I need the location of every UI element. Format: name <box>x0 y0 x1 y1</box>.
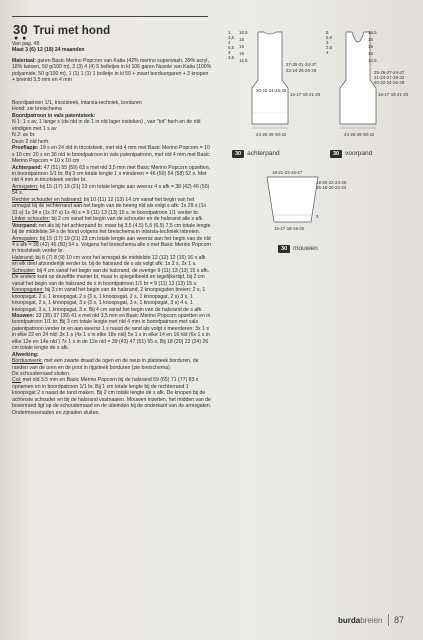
front-bottom-label: 24-26-28-30-32 <box>344 132 375 137</box>
sleeve-caption <box>278 245 318 253</box>
left-shoulder-title: Linker schouder: <box>12 216 51 223</box>
back-val-1: 16,5 <box>239 30 248 35</box>
armhole2-text: bij 15 (17) 19 (21) 23 cm totale lengte aan weersz aan het begin van de nld 4 s afk = 38 (42) 46 (50) 54 s. Volgens het breischema alle s met Basic Merino Popcorn in tricotsteek verder br. <box>12 235 212 255</box>
footer-divider <box>388 614 389 626</box>
back-text: 47 (51) 55 (59) 63 s met nld 3,5 mm met Basic Merino Popcorn opzetten, in boordpatroon 1/1 br. Bij 3 cm totale lengte 1 s minderen = 46 (50) 54 (58) 52 s. Met nld 4 mm in tricotsteek verder br. <box>12 164 211 184</box>
header-rule <box>12 16 208 17</box>
back-badge: 30 <box>232 150 244 158</box>
pattern-number: 30 <box>13 22 28 37</box>
buttonholes-title: Knoopsgaten: <box>12 287 44 294</box>
front-side-label: 15-17-19-21-23 <box>378 92 409 97</box>
back-val-3: 19 <box>239 44 244 49</box>
dog-line: Hond: zie breischema <box>12 106 62 113</box>
front-diagram <box>326 28 421 146</box>
back-left-measures: 1 3,5 4 5,5 3 3,5 <box>228 30 235 60</box>
sleeve-badge: 30 <box>278 245 290 253</box>
neckline-title: Halsrand: <box>12 254 35 261</box>
back-bottom-label: 24-26-28-30-32 <box>256 132 287 137</box>
collar-text: met nld 3,5 mm en Basic Merino Popcorn bij de halsrand 59 (65) 71 (77) 83 s opnemen en in boordpatroon 1/1 br. Bij 1 cm totale lengte bij de rechterrand 1 knoopsgat 2 s naast de rand maken. Bij 2 cm totale lengte de s afk. De knopen bij de achterste schouder en bij de halsrand vastnaaien. Mouwen inzetten, het midden van de bovenrand ligt op de schoudernaad en de uiteinden bij de onderkant van de armsgaten. Ondermouwnaden en zijnaden sluiten. <box>12 377 212 416</box>
finishing-title: Afwerking: <box>12 351 39 358</box>
front-val-4: 19 <box>368 51 373 56</box>
brand-bold: burda <box>338 616 361 625</box>
gauge-text: 19 s en 24 nld in tricotsteek, met nld 4 mm met Basic Merino Popcorn = 10 x 10 cm; 20 s en 36 nld in boordpatroon in vals patentpatroon, met nld 4 mm met Basic Merino Popcorn = 10 x 10 cm <box>12 145 210 165</box>
sleeve-top-label: 19-21-23-25-27 <box>272 170 303 175</box>
instructions-block <box>12 100 212 416</box>
materials-block <box>12 58 212 84</box>
back-side-label: 15-17-19-21-23 <box>290 92 321 97</box>
right-shoulder-text: bij 10 (11) 12 (13) 14 cm vanaf het begin van het armsgat bij de rechterrand aan het begin van de heeng nld als volgt s afk: 1x 29 s (1x 31 s) 1x 34 s (1x 37 s) 1x 40 s = 9 (11) 13 (13) 15 s. in boordpatroon 1/1 verder br. <box>12 196 207 216</box>
back-caption-text: achterpand <box>247 150 280 157</box>
armhole-title: Armsgaten: <box>12 183 39 190</box>
intro-block <box>12 41 212 54</box>
brand-light: breien <box>360 616 383 625</box>
back-shoulder-label: 22-24-26-26-29 <box>286 68 317 73</box>
front-val-2: 16 <box>368 37 373 42</box>
embroidery-title: Borduurwerk: <box>12 358 43 365</box>
sleeve-caption-text: mouwen <box>293 245 318 252</box>
front-caption-text: voorpand <box>345 150 373 157</box>
ribbing-title: Boordpatroon in vals patentsteek: <box>12 112 96 119</box>
row-1: N 1: 1 s av, 1 lange s (de nld in de 1 in nld lager insteken) , van "tot" herh en de nld eindigen met 1 s av <box>12 119 201 132</box>
sleeves-title: Mouwen: <box>12 312 35 319</box>
sleeve-diagram <box>262 168 347 242</box>
difficulty-dots: ● ● <box>14 35 28 42</box>
front-badge: 30 <box>330 150 342 158</box>
front-diagram-shape <box>326 28 421 146</box>
back-val-5: 12,5 <box>239 58 248 63</box>
front-val-5: 12,5 <box>368 58 377 63</box>
neckline-text: bij 6 (7) 8 (9) 10 cm voor het armsgat de middelste 12 (12) 12 (16) 16 s afk en elk deel afzonderlijk verder br. bij de halsrand de s als volgt afk: 1x 2 s, 2x 1 s. <box>12 254 206 268</box>
sleeve-right-label: 18-20-22-24-26 16-18-20-22-24 <box>316 180 347 190</box>
materials-title: Materiaal: <box>12 58 36 64</box>
page-number: 87 <box>394 615 405 625</box>
sleeve-h-label: 3 <box>316 214 319 219</box>
buttonholes-text: bij 3 cm vanaf het begin van de halsrand, 2 knoopsgaten breien: 2 s, 1 knoopsgat, 2 s, 1 knoopsgat, 2 s (3 s, 1 knoopsgat, 2 s, 1 knoopsgat, 2 s) 3 s, 1 knoopsgat, 2 s, 1 knoopsgat, 3 s (3 s, 1 knoopsgat, 3 s, 1 knoopsgat, 3 s) 4 s, 1 knoopsgat, 3 s, 1 knoopsgat, 3 s. Bij 4 cm vanaf het begin van de halsrand de s afk. <box>12 287 206 313</box>
front-val-3: 19 <box>368 44 373 49</box>
front-top-label: 25-26-27-24-37 21-24-27-29-32 20-22-24-26-28 <box>374 70 405 85</box>
back-title: Achterpand: <box>12 164 43 171</box>
left-shoulder-text: bij 2 cm vanaf het begin van de schouder en de halsrand alle s afk. <box>50 216 204 223</box>
armhole2-title: Armsgaten: <box>12 235 39 242</box>
materials-text: garen Basic Merino Popcorn van Katia (42% merino superwash, 39% acryl, 18% katoen, 50 g/100 m), 3 (3) 4 (4) 5 bolletjes in kl 106 garen Nuvole van Katia (100% polyamide, 50 g/100 m), 1 (1) 1 (1) 1 bolletje in kl 50 + zwart borduurgaren + 3 knopen + breinld 3,5 mm en 4 mm <box>12 58 212 84</box>
gauge-title: Proeflapje: <box>12 145 39 152</box>
back-val-4: 19 <box>239 51 244 56</box>
shoulder-text: bij 4 cm vanaf het begin van de halsrand, de overige 9 (11) 13 (13) 15 s afk. <box>35 267 210 274</box>
pattern-title <box>13 22 110 37</box>
shoulder-title: Schouder: <box>12 267 36 274</box>
front-title: Voorpand: <box>12 222 38 229</box>
back-diagram <box>226 28 321 146</box>
front-text: net als bij het achterpand br. maar bij 3,5 (4,5) 5,5 (6,5) 7,5 cm totale lengte bij de middelste 34 s de hond volgens het breischema in intarsia-techniek inbreien. <box>12 222 211 236</box>
back-neck-label: 27-30-31-34-37 <box>286 62 317 67</box>
seam-text: De schoudernaad sluiten. <box>12 371 71 378</box>
stitches-line: Boordpatroon 1/1, tricotsteek, intarsia-techniek, borduren <box>12 100 142 106</box>
back-caption <box>232 150 280 158</box>
page-reference: Van pag. 48 <box>12 41 40 47</box>
back-width-label: 20-22-24-26-28 <box>256 88 287 93</box>
row-2: N 2: av br. <box>12 132 36 139</box>
collar-title: Col: <box>12 377 22 384</box>
row-repeat: Deze 2 nld herh. <box>12 138 50 145</box>
sleeves-text: 33 (35) 37 (39) 41 s met nld 3,5 mm en Basic Merino Popcorn opzetten en in boordpatroon 1/1 br. Bij 3 cm totale lengte met nld 4 mm in boordpatroon met vals patentpatroon verder br en aan weersz 1 s naast de rand als volgt s meerderen: 3x 1 s in elke 22 en 24 nld: 3x 1 s (4x 1 s in elke 18e nld) 5x 1 s in elke 14 en 16 nld (6x 1 s in elke 12e en 14e nld ) 7x 1 s in de 12e nld = 39 (43) 47 (51) 55 s. Bij 18 (20) 22 (24) 26 cm totale lengte de s afk. <box>12 312 211 352</box>
right-shoulder-title: Rechter schouder en halsrand: <box>12 196 83 203</box>
sleeve-bottom-label: 16-17-18-19-20 <box>274 226 305 231</box>
pattern-name: Trui met hond <box>32 25 111 37</box>
brand-logo <box>338 616 382 625</box>
front-caption <box>330 150 372 158</box>
front-val-1: 16,5 <box>368 30 377 35</box>
sizes-line: Maat 3 (6) 12 (18) 24 maanden <box>12 47 85 54</box>
armhole-text: bij 15 (17) 19 (21) 23 cm totale lengte aan weersz 4 s afk = 38 (42) 46 (50) 54 s. <box>12 183 210 197</box>
embroidery-text: met een zwarte draad de ogen en de neus in platsteek borduren, de randen van de oren en de poot in rijgsteek borduren (zie breischema). <box>12 358 199 371</box>
front-left-measures: 5 5,5 3 3,5 4 <box>326 30 333 55</box>
other-side-text: De andere kant op dezelfde manier br, maar in spiegelbeeld en tegelijkertijd, bij 2 cm vanaf het begin van de halsrand de s in boordpatroon 1/1 br = 9 (11) 13 (13) 15 s. <box>12 274 205 287</box>
back-val-2: 16 <box>239 37 244 42</box>
